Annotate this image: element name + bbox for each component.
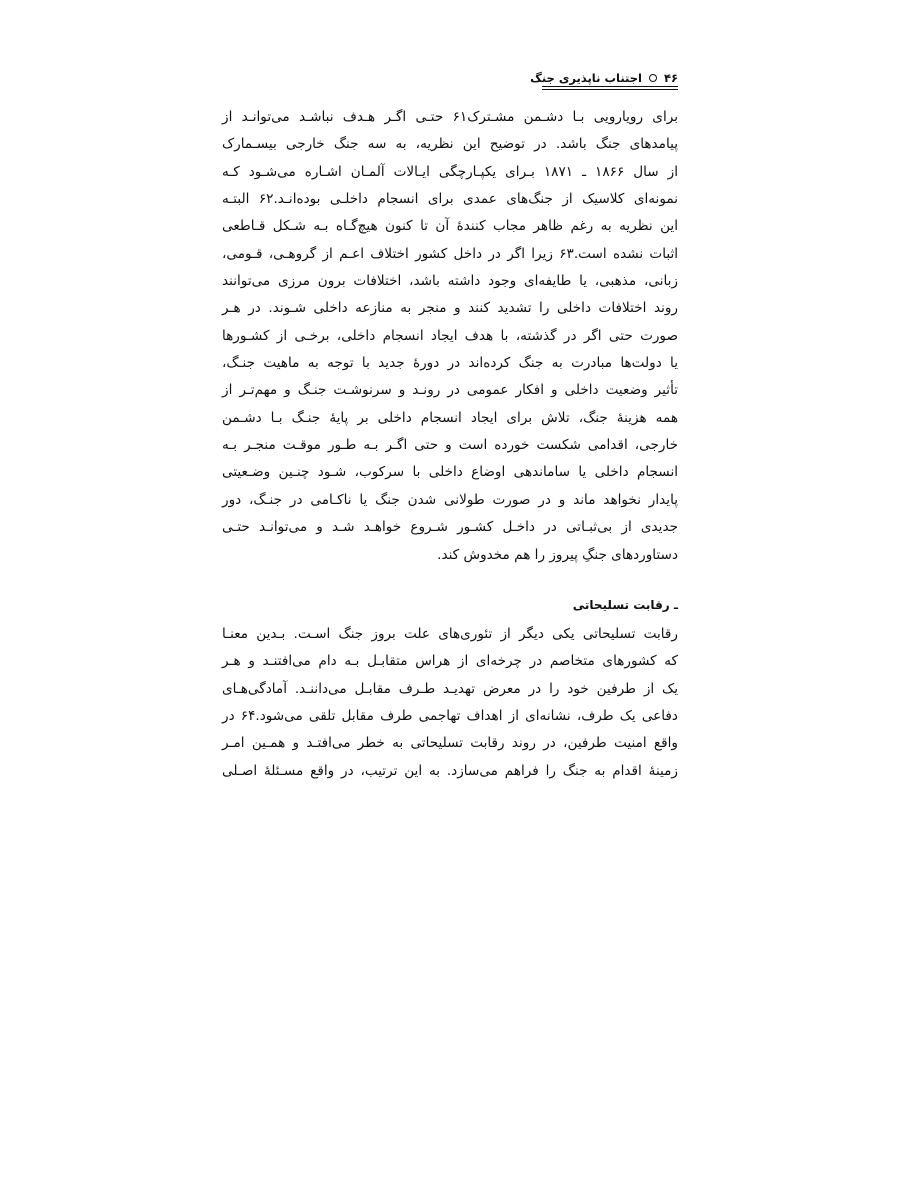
text-line: روند اختلافات داخلی را تشدید کنند و منجر به منازعه داخلی شـوند. در هـر	[222, 300, 678, 317]
text-line: همه هزینهٔ جنگ، تلاش برای ایجاد انسجام داخلی بر پایهٔ جنـگ بـا دشـمن	[222, 409, 678, 426]
text-line: این نظریه به رغم ظاهر مجاب کنندهٔ آن تا کنون هیچ‌گـاه بـه شـکل قـاطعی	[222, 218, 678, 235]
text-line: جدیدی از بی‌ثبـاتی در داخـل کشـور شـروع خواهـد شـد و می‌توانـد حتـی	[222, 519, 678, 536]
text-line: زمینهٔ اقدام به جنگ را فراهم می‌سازد. به این ترتیب، در واقع مسـئلهٔ اصـلی	[222, 762, 678, 779]
paragraph-2	[222, 621, 678, 785]
text-line: انسجام داخلی یا ساماندهی اوضاع داخلی با سرکوب، شـود چنـین وضـعیتی	[222, 464, 678, 481]
text-line: نمونه‌ای کلاسیک از جنگ‌های عمدی برای انسجام داخلـی بوده‌انـد.۶۲ البتـه	[222, 191, 679, 208]
text-line: از سال ۱۸۶۶ ـ ۱۸۷۱ بـرای یکپـارچگی ایـالات آلمـان اشـاره می‌شـود کـه	[222, 163, 678, 180]
text-line: تأثیر وضعیت داخلی و افکار عمومی در رونـد و سرنوشـت جنـگ و مهم‌تـر از	[222, 382, 678, 399]
section-heading: ـ رقابت تسلیحاتی	[572, 598, 678, 612]
text-line: برای رویارویی بـا دشـمن مشـترک‌۶۱ حتـی اگـر هـدف نباشـد می‌توانـد از	[222, 109, 679, 125]
text-line: اثبات نشده است.۶۳ زیرا اگر در داخل کشور اختلاف اعـم از گروهـی، قـومی،	[222, 245, 679, 262]
text-line: دستاوردهای جنگِ پیروز را هم مخدوش کند.	[437, 546, 678, 563]
header-rule	[542, 86, 678, 87]
text-line: یا دولت‌ها مبادرت به جنگ کرده‌اند در دورهٔ جدید با توجه به ماهیت جنـگ،	[222, 355, 678, 372]
text-line: خارجی، اقدامی شکست خورده است و حتی اگـر بـه طـور موقـت منجـر بـه	[222, 437, 678, 454]
header-rule-thin	[542, 89, 678, 90]
page-number: ۴۶	[663, 71, 678, 85]
circle-icon	[649, 74, 657, 82]
text-line: دفاعی یک طرف، نشانه‌ای از اهداف تهاجمی طرف مقابل تلقی می‌شود.۶۴ در	[222, 708, 678, 725]
text-line: زبانی، مذهبی، یا طایفه‌ای وجود داشته باشد، اختلافات برون مرزی می‌توانند	[222, 273, 678, 290]
text-line: پیامدهای جنگ باشد. در توضیح این نظریه، به سه جنگ خارجی بیسـمارک	[222, 136, 678, 153]
text-line: واقع امنیت طرفین، در روند رقابت تسلیحاتی به خطر می‌افتـد و همـین امـر	[222, 735, 678, 752]
text-line: صورت حتی اگر در گذشته، با هدف ایجاد انسجام داخلی، برخـی از کشـورها	[222, 327, 678, 344]
paragraph-1	[222, 104, 678, 569]
text-line: رقابت تسلیحاتی یکی دیگر از تئوری‌های علت بروز جنگ اسـت. بـدین معنـا	[222, 626, 678, 642]
text-line: پایدار نخواهد ماند و در صورت طولانی شدن جنگ یا ناکـامی در جنـگ، دور	[222, 491, 678, 508]
text-line: یک از طرفین خود را در معرض تهدیـد طـرف مقابـل می‌داننـد. آمادگی‌هـای	[222, 680, 678, 697]
text-line: که کشورهای متخاصم در چرخه‌ای از هراس متقابـل بـه دام می‌افتنـد و هـر	[222, 653, 678, 670]
running-title: اجتناب ناپذیری جنگ	[530, 71, 642, 85]
